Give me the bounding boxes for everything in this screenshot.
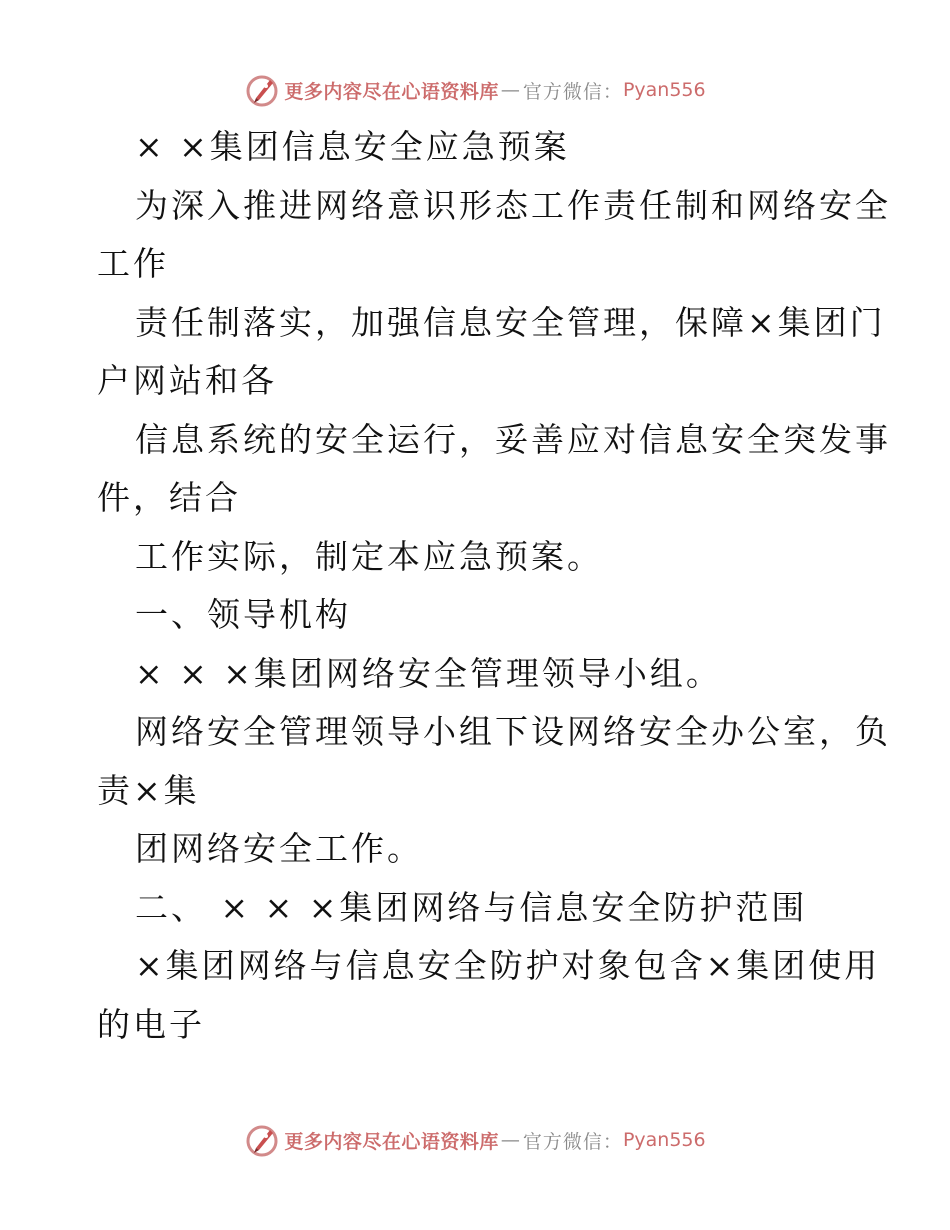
paragraph-line: ×集团网络与信息安全防护对象包含×集团使用 bbox=[135, 946, 881, 985]
watermark-id-text: Pyan556 bbox=[622, 79, 706, 101]
watermark-separator: — bbox=[500, 1129, 521, 1151]
section-heading: 一、领导机构 bbox=[135, 595, 351, 634]
watermark-id-text: Pyan556 bbox=[622, 1129, 706, 1151]
paragraph-line: × × ×集团网络安全管理领导小组。 bbox=[135, 653, 722, 693]
watermark-separator: — bbox=[500, 79, 521, 101]
pen-logo-icon bbox=[244, 72, 280, 108]
paragraph-line: 工作实际，制定本应急预案。 bbox=[135, 536, 603, 576]
header-watermark bbox=[0, 70, 950, 110]
watermark-sub-text: 官方微信： bbox=[522, 80, 623, 103]
watermark-main-text: 更多内容尽在心语资料库 bbox=[284, 80, 499, 103]
pen-logo-icon bbox=[244, 1122, 280, 1158]
document-title: × ×集团信息安全应急预案 bbox=[135, 127, 570, 166]
section-heading: 二、 × × ×集团网络与信息安全防护范围 bbox=[135, 887, 808, 927]
paragraph-line: 信息系统的安全运行，妥善应对信息安全突发事 bbox=[135, 419, 891, 459]
paragraph-line: 户网站和各 bbox=[97, 361, 277, 400]
paragraph-line: 的电子 bbox=[97, 1004, 205, 1044]
paragraph-line: 网络安全管理领导小组下设网络安全办公室，负 bbox=[135, 712, 891, 751]
paragraph-line: 件，结合 bbox=[97, 478, 241, 517]
footer-watermark bbox=[0, 1120, 950, 1160]
watermark-sub-text: 官方微信： bbox=[522, 1130, 623, 1153]
paragraph-line: 团网络安全工作。 bbox=[135, 829, 423, 868]
document-body bbox=[97, 118, 891, 1054]
paragraph-line: 责任制落实，加强信息安全管理，保障×集团门 bbox=[135, 302, 886, 342]
paragraph-line: 工作 bbox=[97, 244, 169, 283]
paragraph-line: 为深入推进网络意识形态工作责任制和网络安全 bbox=[135, 185, 891, 225]
watermark-main-text: 更多内容尽在心语资料库 bbox=[284, 1130, 499, 1153]
paragraph-line: 责×集 bbox=[97, 770, 200, 810]
